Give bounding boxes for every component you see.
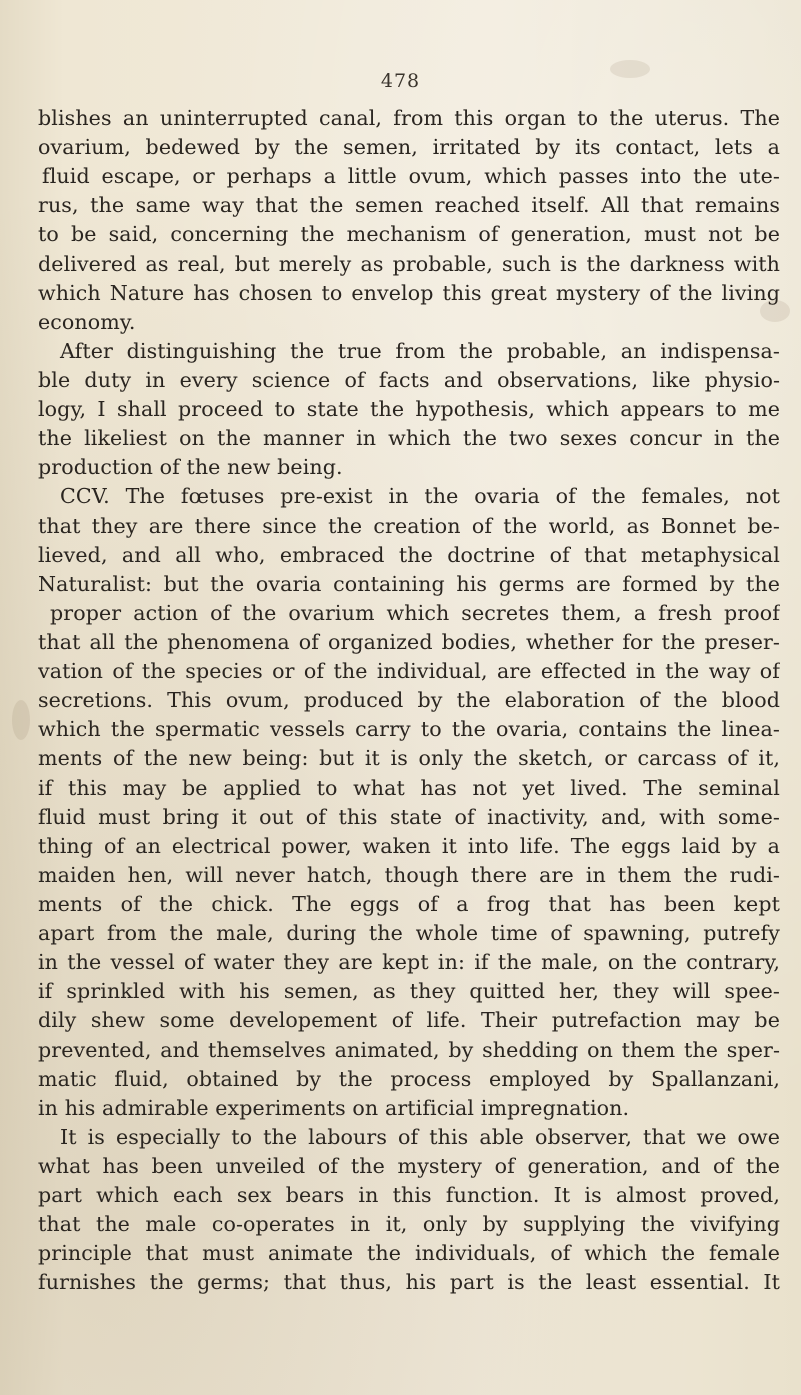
text-line: proper action of the ovarium which secretes them, a fresh proof: [50, 600, 780, 625]
body-text: [38, 104, 780, 1297]
text-line: blishes an uninterrupted canal, from this organ to the uterus. The: [38, 106, 780, 130]
text-line: After distinguishing the true from the probable, an indispensa-: [60, 338, 780, 363]
text-line: logy, I shall proceed to state the hypothesis, which appears to me: [38, 397, 780, 422]
text-line: secretions. This ovum, produced by the elaboration of the blood: [38, 688, 780, 713]
text-line: ble duty in every science of facts and observations, like physio-: [38, 367, 780, 392]
text-line: which the spermatic vessels carry to the ovaria, contains the linea-: [38, 717, 780, 742]
text-line: Naturalist: but the ovaria containing his germs are formed by the: [38, 571, 780, 596]
text-line: that they are there since the creation of the world, as Bonnet be-: [38, 513, 780, 538]
text-line: matic fluid, obtained by the process employed by Spallanzani,: [38, 1066, 780, 1091]
text-line: if this may be applied to what has not yet lived. The seminal: [38, 775, 780, 800]
text-line: It is especially to the labours of this able observer, that we owe: [60, 1124, 780, 1149]
text-line: which Nature has chosen to envelop this great mystery of the living: [38, 280, 780, 305]
text-line: economy.: [38, 309, 136, 334]
text-line: fluid escape, or perhaps a little ovum, which passes into the ute-: [42, 164, 780, 189]
text-line: to be said, concerning the mechanism of generation, must not be: [38, 222, 780, 247]
text-line: thing of an electrical power, waken it into life. The eggs laid by a: [38, 833, 780, 858]
text-line: part which each sex bears in this function. It is almost proved,: [38, 1183, 780, 1208]
text-line: fluid must bring it out of this state of inactivity, and, with some-: [38, 804, 780, 829]
text-line: delivered as real, but merely as probable, such is the darkness with: [38, 251, 780, 276]
text-line: CCV. The fœtuses pre-exist in the ovaria of the females, not: [60, 484, 780, 509]
text-line: apart from the male, during the whole time of spawning, putrefy: [38, 921, 780, 946]
text-line: ments of the chick. The eggs of a frog that has been kept: [38, 891, 780, 916]
page-number: 478: [380, 70, 421, 92]
text-line: maiden hen, will never hatch, though there are in them the rudi-: [38, 862, 780, 887]
text-line: in the vessel of water they are kept in: if the male, on the contrary,: [38, 950, 780, 975]
paper-stain: [12, 700, 30, 740]
text-line: furnishes the germs; that thus, his part is the least essential. It: [38, 1270, 780, 1295]
text-line: vation of the species or of the individual, are effected in the way of: [38, 659, 780, 684]
text-line: ments of the new being: but it is only the sketch, or carcass of it,: [38, 746, 780, 771]
text-line: dily shew some developement of life. Their putrefaction may be: [38, 1008, 780, 1033]
text-line: that the male co-operates in it, only by supplying the vivifying: [38, 1212, 780, 1237]
text-line: what has been unveiled of the mystery of generation, and of the: [38, 1153, 780, 1178]
text-line: that all the phenomena of organized bodies, whether for the preser-: [38, 629, 780, 654]
text-line: rus, the same way that the semen reached itself. All that remains: [38, 193, 780, 218]
text-line: in his admirable experiments on artificial impregnation.: [38, 1095, 630, 1120]
text-line: principle that must animate the individuals, of which the female: [38, 1241, 780, 1266]
text-line: production of the new being.: [38, 455, 343, 480]
text-line: lieved, and all who, embraced the doctrine of that metaphysical: [38, 542, 780, 567]
text-line: ovarium, bedewed by the semen, irritated by its contact, lets a: [38, 135, 780, 160]
text-line: the likeliest on the manner in which the two sexes concur in the: [38, 426, 780, 451]
text-line: prevented, and themselves animated, by shedding on them the sper-: [38, 1037, 780, 1062]
text-line: if sprinkled with his semen, as they quitted her, they will spee-: [38, 979, 780, 1004]
